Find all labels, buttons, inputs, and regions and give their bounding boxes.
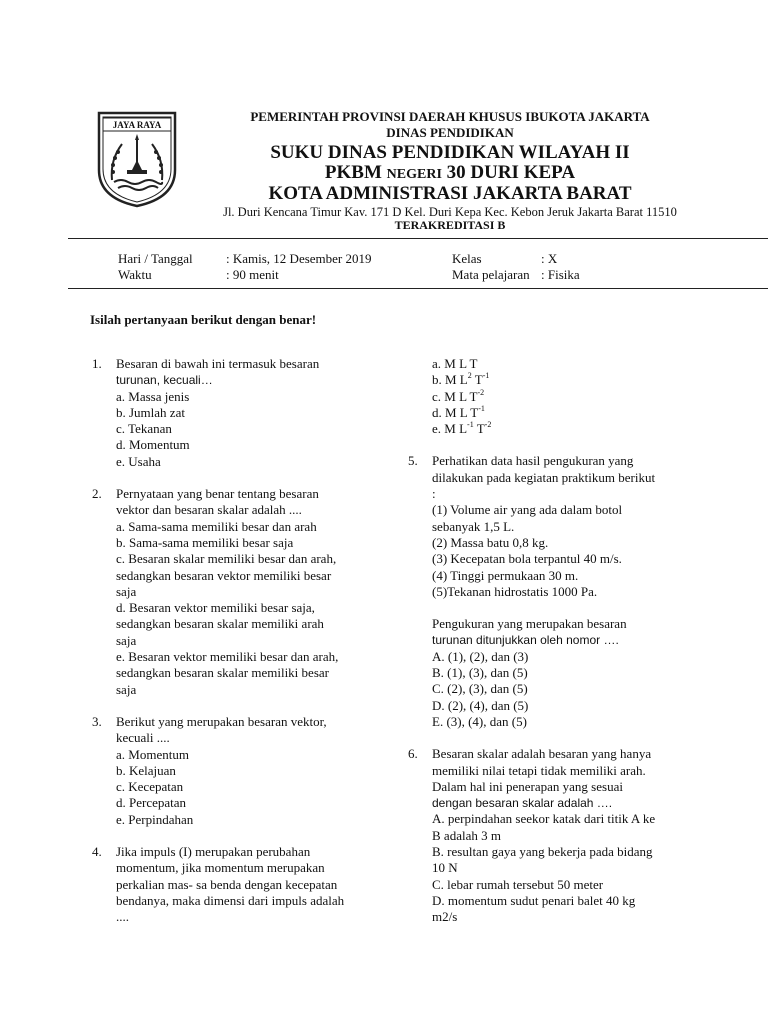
time-value: : 90 menit (226, 267, 279, 282)
data-item-1: sebanyak 1,5 L. (432, 518, 515, 534)
question-stem: Besaran di bawah ini termasuk besaran (116, 356, 320, 371)
question-stem: Perhatikan data hasil pengukuran yang (432, 453, 634, 469)
instruction: Isilah pertanyaan berikut dengan benar! (90, 312, 317, 327)
logo-banner-text: JAYA RAYA (112, 120, 162, 130)
option-d: d. Momentum (116, 437, 190, 453)
question-stem: memiliki nilai tetapi tidak memiliki arah. (432, 762, 646, 778)
option-e: E. (3), (4), dan (5) (432, 713, 527, 729)
header-divider-top (68, 238, 768, 239)
option-e: e. Besaran vektor memiliki besar dan arah, (116, 649, 339, 665)
question-stem: Besaran skalar adalah besaran yang hanya (432, 746, 652, 762)
data-item-1: (1) Volume air yang ada dalam botol (432, 502, 623, 518)
day-date-value: : Kamis, 12 Desember 2019 (226, 251, 372, 266)
option-b-exp-1: 2 (467, 371, 472, 381)
question-stem: : (432, 486, 436, 502)
option-e-exp-2: -2 (484, 420, 492, 430)
data-item-5: (5)Tekanan hidrostatis 1000 Pa. (432, 583, 598, 599)
option-b (432, 372, 708, 388)
question-6 (408, 746, 708, 925)
question-ask: Pengukuran yang merupakan besaran (432, 616, 627, 632)
option-e: saja (116, 681, 137, 697)
option-d: m2/s (432, 909, 458, 925)
question-stem: Pernyataan yang benar tentang besaran (116, 486, 319, 502)
option-b-text-2: T (471, 372, 483, 388)
school-name-suffix: 30 DURI KEPA (441, 162, 576, 183)
sub-department-line: SUKU DINAS PENDIDIKAN WILAYAH II (270, 142, 630, 163)
option-b: b. Sama-sama memiliki besar saja (116, 534, 294, 550)
option-a: A. perpindahan seekor katak dari titik A ke (432, 811, 656, 827)
option-b: 10 N (432, 860, 458, 876)
option-e-exp-1: -1 (467, 420, 474, 430)
option-a: a. M L T (432, 356, 478, 371)
question-number: 6. (408, 746, 418, 762)
question-stem: Jika impuls (I) merupakan perubahan (116, 844, 311, 860)
question-stem: .... (116, 909, 129, 925)
question-stem: momentum, jika momentum merupakan (116, 860, 325, 876)
question-stem: dilakukan pada kegiatan praktikum berikut (432, 469, 656, 485)
option-b: B. (1), (3), dan (5) (432, 665, 528, 681)
question-number: 1. (92, 356, 102, 371)
option-d: saja (116, 632, 137, 648)
question-number: 4. (92, 844, 102, 860)
option-d (432, 405, 708, 421)
data-item-2: (2) Massa batu 0,8 kg. (432, 534, 549, 550)
option-c (432, 389, 708, 405)
option-d: d. Percepatan (116, 795, 187, 811)
option-d-exp: -1 (478, 403, 485, 413)
jakarta-emblem-logo (96, 110, 178, 208)
question-1 (92, 356, 382, 470)
option-b-exp-2: -1 (482, 371, 490, 381)
school-name-negeri: NEGERI (386, 167, 442, 182)
option-c-text: c. M L T (432, 388, 478, 404)
subject-label: Mata pelajaran (452, 267, 530, 282)
option-b-text: b. M L (432, 372, 468, 388)
class-value: : X (541, 251, 558, 266)
option-a: A. (1), (2), dan (3) (432, 648, 529, 664)
option-a: a. Momentum (116, 746, 189, 762)
address-line: Jl. Duri Kencana Timur Kav. 171 D Kel. Duri Kepa Kec. Kebon Jeruk Jakarta Barat 11510 (223, 205, 677, 219)
accreditation-line: TERAKREDITASI B (394, 218, 506, 232)
option-c: C. lebar rumah tersebut 50 meter (432, 876, 604, 892)
option-c: c. Kecepatan (116, 779, 184, 795)
option-e-text-2: T (473, 421, 485, 437)
question-stem: bendanya, maka dimensi dari impuls adalah (116, 892, 345, 908)
question-4 (92, 844, 382, 925)
question-number: 3. (92, 713, 102, 729)
subject-value: : Fisika (541, 267, 580, 282)
option-d: d. Besaran vektor memiliki besar saja, (116, 600, 315, 616)
question-number: 5. (408, 453, 418, 469)
question-stem: Dalam hal ini penerapan yang sesuai (432, 778, 623, 794)
option-c: saja (116, 583, 137, 599)
option-e (432, 421, 708, 437)
option-d: D. (2), (4), dan (5) (432, 697, 529, 713)
option-c: c. Besaran skalar memiliki besar dan arah, (116, 551, 337, 567)
day-date-label: Hari / Tanggal (118, 251, 193, 266)
question-stem: perkalian mas- sa benda dengan kecepatan (116, 876, 338, 892)
government-line: PEMERINTAH PROVINSI DAERAH KHUSUS IBUKOTA JAKARTA (250, 109, 650, 124)
question-2 (92, 486, 382, 698)
time-label: Waktu (118, 267, 152, 282)
option-b: B. resultan gaya yang bekerja pada bidang (432, 844, 653, 860)
option-c: c. Tekanan (116, 421, 172, 437)
option-e-text: e. M L (432, 421, 468, 437)
question-stem: dengan besaran skalar adalah …. (432, 796, 613, 811)
option-e: e. Usaha (116, 453, 161, 469)
option-a: a. Sama-sama memiliki besar dan arah (116, 518, 317, 534)
question-stem: vektor dan besaran skalar adalah .... (116, 502, 302, 518)
question-ask: turunan ditunjukkan oleh nomor …. (432, 633, 619, 648)
option-d: D. momentum sudut penari balet 40 kg (432, 892, 636, 908)
option-e: e. Perpindahan (116, 811, 194, 827)
question-3 (92, 714, 382, 828)
question-number: 2. (92, 486, 102, 502)
question-stem: Berikut yang merupakan besaran vektor, (116, 713, 327, 729)
option-a: B adalah 3 m (432, 827, 501, 843)
data-item-4: (4) Tinggi permukaan 30 m. (432, 567, 579, 583)
option-c: C. (2), (3), dan (5) (432, 681, 528, 697)
option-a: a. Massa jenis (116, 388, 190, 404)
question-stem: kecuali .... (116, 730, 170, 746)
question-4-options (408, 356, 708, 437)
header-divider-bottom (68, 288, 768, 289)
option-b: b. Kelajuan (116, 762, 176, 778)
city-line: KOTA ADMINISTRASI JAKARTA BARAT (268, 183, 632, 204)
school-name-line (180, 162, 720, 184)
class-label: Kelas (452, 251, 482, 266)
question-column-right (408, 356, 708, 926)
option-d-text: d. M L T (432, 404, 479, 420)
question-stem: turunan, kecuali… (116, 373, 213, 388)
option-c: sedangkan besaran vektor memiliki besar (116, 567, 332, 583)
option-b: b. Jumlah zat (116, 404, 185, 420)
question-5 (408, 453, 708, 730)
school-name-prefix: PKBM (324, 162, 387, 183)
question-column-left (92, 356, 382, 926)
option-d: sedangkan besaran skalar memiliki arah (116, 616, 324, 632)
department-line: DINAS PENDIDIKAN (386, 125, 514, 140)
data-item-3: (3) Kecepatan bola terpantul 40 m/s. (432, 551, 622, 567)
option-e: sedangkan besaran skalar memiliki besar (116, 665, 329, 681)
option-c-exp: -2 (477, 387, 485, 397)
